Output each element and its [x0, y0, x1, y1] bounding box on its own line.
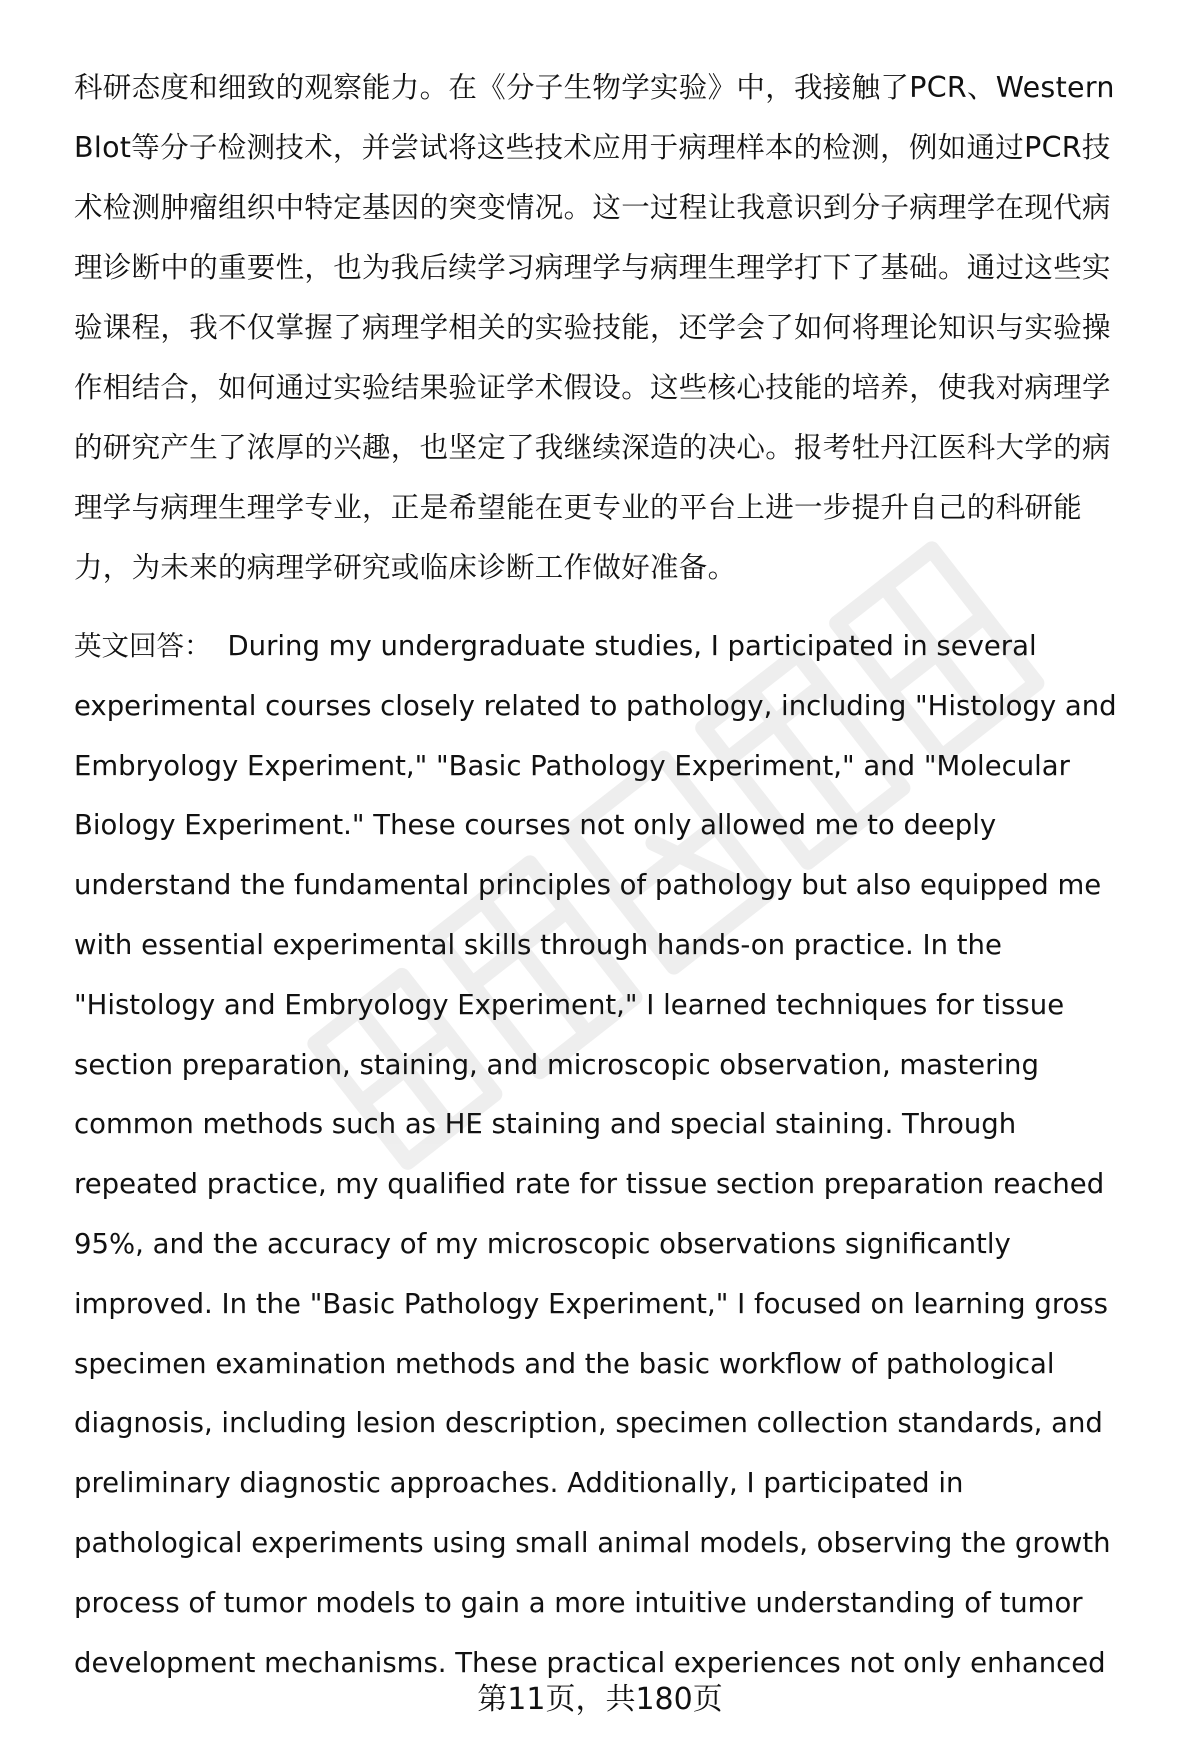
text-line: experimental courses closely related to pathology, including "Histology and — [74, 689, 1117, 722]
text-line: section preparation, staining, and microscopic observation, mastering — [74, 1048, 1039, 1081]
chinese-answer-paragraph — [74, 58, 1154, 598]
text-line: specimen examination methods and the basic workflow of pathological — [74, 1347, 1055, 1380]
text-line: preliminary diagnostic approaches. Additionally, I participated in — [74, 1467, 964, 1500]
text-line: "Histology and Embryology Experiment," I learned techniques for tissue — [74, 988, 1065, 1021]
text-line: 的研究产生了浓厚的兴趣，也坚定了我继续深造的决心。报考牡丹江医科大学的病 — [74, 431, 1111, 464]
text-line: 力，为未来的病理学研究或临床诊断工作做好准备。 — [74, 551, 737, 584]
text-line: understand the fundamental principles of pathology but also equipped me — [74, 869, 1102, 902]
text-line-content: During my undergraduate studies, I participated in several — [227, 630, 1037, 662]
page-number-footer: 第11页，共180页 — [477, 1682, 723, 1717]
text-line: Embryology Experiment," "Basic Pathology Experiment," and "Molecular — [74, 749, 1070, 782]
text-line: 科研态度和细致的观察能力。在《分子生物学实验》中，我接触了PCR、Western — [74, 71, 1115, 104]
text-line: with essential experimental skills through hands-on practice. In the — [74, 928, 1002, 961]
text-line: pathological experiments using small animal models, observing the growth — [74, 1526, 1111, 1559]
text-line — [74, 617, 1154, 677]
text-line: development mechanisms. These practical experiences not only enhanced — [74, 1646, 1106, 1679]
text-line: diagnosis, including lesion description, specimen collection standards, and — [74, 1407, 1103, 1440]
text-line: improved. In the "Basic Pathology Experiment," I focused on learning gross — [74, 1287, 1109, 1320]
text-line: process of tumor models to gain a more intuitive understanding of tumor — [74, 1586, 1083, 1619]
text-line: common methods such as HE staining and special staining. Through — [74, 1108, 1017, 1141]
text-line: repeated practice, my qualified rate for tissue section preparation reached — [74, 1168, 1105, 1201]
text-line: 验课程，我不仅掌握了病理学相关的实验技能，还学会了如何将理论知识与实验操 — [74, 311, 1111, 344]
text-line: 作相结合，如何通过实验结果验证学术假设。这些核心技能的培养，使我对病理学 — [74, 371, 1111, 404]
text-line: Biology Experiment." These courses not only allowed me to deeply — [74, 809, 997, 842]
text-line: 95%, and the accuracy of my microscopic observations significantly — [74, 1227, 1011, 1260]
text-line: 理学与病理生理学专业，正是希望能在更专业的平台上进一步提升自己的科研能 — [74, 491, 1083, 524]
english-answer-label: 英文回答： — [74, 630, 212, 662]
text-line: 术检测肿瘤组织中特定基因的突变情况。这一过程让我意识到分子病理学在现代病 — [74, 191, 1111, 224]
text-line: 理诊断中的重要性，也为我后续学习病理学与病理生理学打下了基础。通过这些实 — [74, 251, 1111, 284]
text-line: Blot等分子检测技术，并尝试将这些技术应用于病理样本的检测，例如通过PCR技 — [74, 131, 1111, 164]
english-answer-paragraph — [74, 617, 1154, 1693]
